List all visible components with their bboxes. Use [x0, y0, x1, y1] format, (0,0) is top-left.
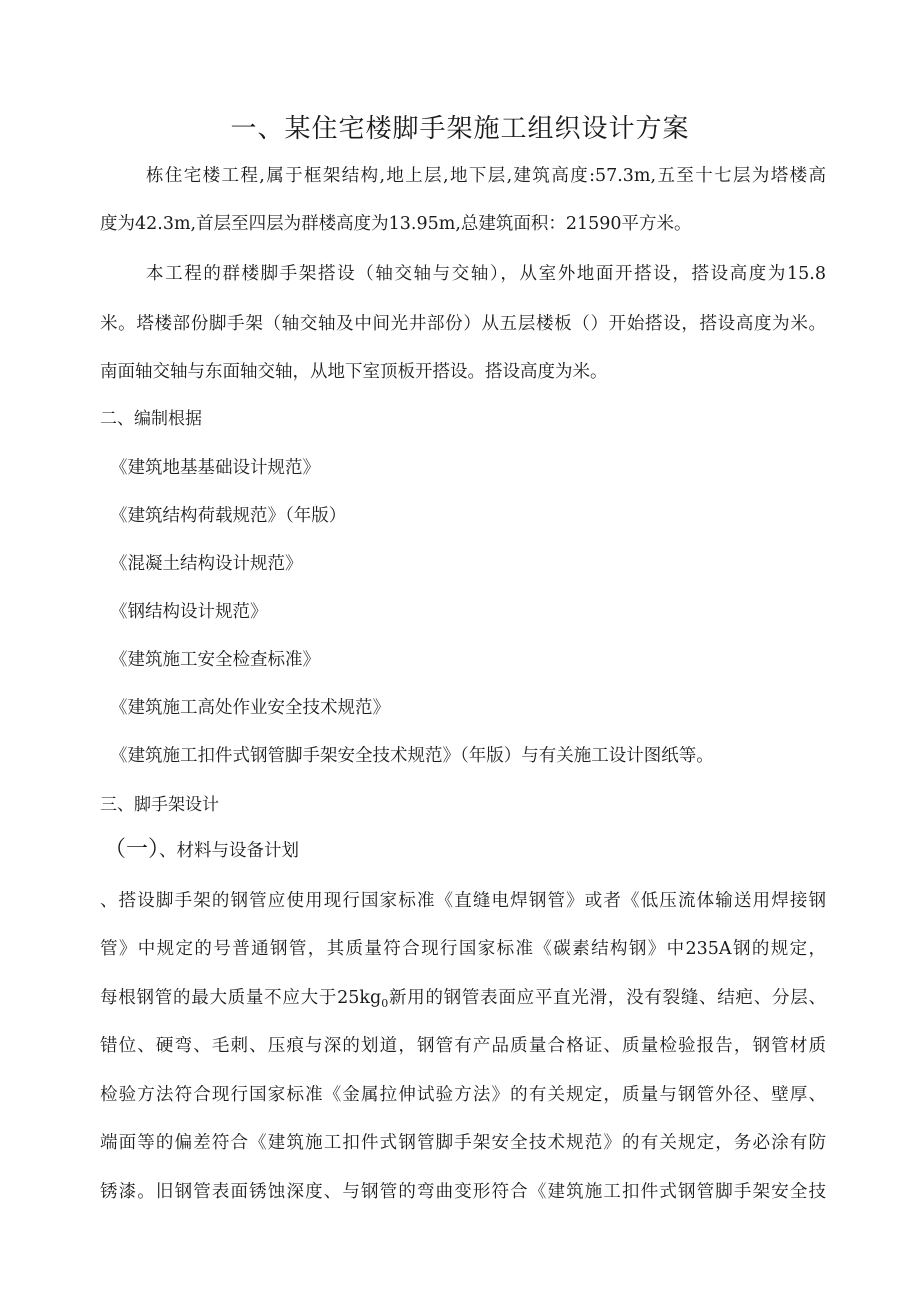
intro-p1-line2: 度为42.3m,首层至四层为群楼高度为13.95m,总建筑面积：21590平方米。 [100, 214, 692, 234]
body-line-3-part-b: 新用的钢管表面应平直光滑，没有裂缝、结疤、分层、 [388, 988, 827, 1008]
reference-item: 《建筑施工安全检查标准》 [110, 650, 320, 670]
section2-heading: 二、编制根据 [100, 409, 202, 429]
subsection-title: 、材料与设备计划 [159, 841, 300, 861]
section3-heading: 三、脚手架设计 [100, 795, 219, 815]
body-line-4: 错位、硬弯、毛刺、压痕与深的划道，钢管有产品质量合格证、质量检验报告，钢管材质 [100, 1036, 826, 1056]
reference-item: 《建筑施工高处作业安全技术规范》 [110, 698, 390, 718]
body-line-1: 、搭设脚手架的钢管应使用现行国家标准《直缝电焊钢管》或者《低压流体输送用焊接钢 [100, 891, 826, 911]
body-line-3 [100, 986, 826, 1016]
reference-item: 《建筑地基基础设计规范》 [110, 458, 320, 478]
body-line-2: 管》中规定的号普通钢管，其质量符合现行国家标准《碳素结构钢》中235A钢的规定， [100, 939, 826, 959]
intro-p2-line3: 南面轴交轴与东面轴交轴，从地下室顶板开搭设。搭设高度为米。 [100, 362, 608, 382]
subsection-heading [104, 838, 299, 863]
reference-item: 《建筑施工扣件式钢管脚手架安全技术规范》（年版）与有关施工设计图纸等。 [110, 746, 714, 766]
body-line-5: 检验方法符合现行国家标准《金属拉伸试验方法》的有关规定，质量与钢管外径、壁厚、 [100, 1085, 826, 1105]
subscript-zero: 0 [381, 997, 389, 1010]
reference-item: 《混凝土结构设计规范》 [110, 554, 303, 574]
reference-item: 《建筑结构荷载规范》（年版） [110, 506, 347, 526]
subsection-number: （一） [104, 837, 160, 862]
intro-p2-line2: 米。塔楼部份脚手架（轴交轴及中间光井部份）从五层楼板（）开始搭设，搭设高度为米。 [100, 314, 826, 334]
body-line-6: 端面等的偏差符合《建筑施工扣件式钢管脚手架安全技术规范》的有关规定，务必涂有防 [100, 1133, 826, 1153]
body-line-3-part-a: 每根钢管的最大质量不应大于25kg [100, 988, 382, 1008]
reference-item: 《钢结构设计规范》 [110, 602, 268, 622]
document-title: 一、某住宅楼脚手架施工组织设计方案 [230, 114, 690, 144]
intro-p1-line1: 栋住宅楼工程,属于框架结构,地上层,地下层,建筑高度:57.3m,五至十七层为塔楼高 [146, 166, 826, 186]
body-line-7: 锈漆。旧钢管表面锈蚀深度、与钢管的弯曲变形符合《建筑施工扣件式钢管脚手架安全技 [100, 1182, 826, 1202]
intro-p2-line1: 本工程的群楼脚手架搭设（轴交轴与交轴），从室外地面开搭设，搭设高度为15.8 [146, 264, 826, 284]
